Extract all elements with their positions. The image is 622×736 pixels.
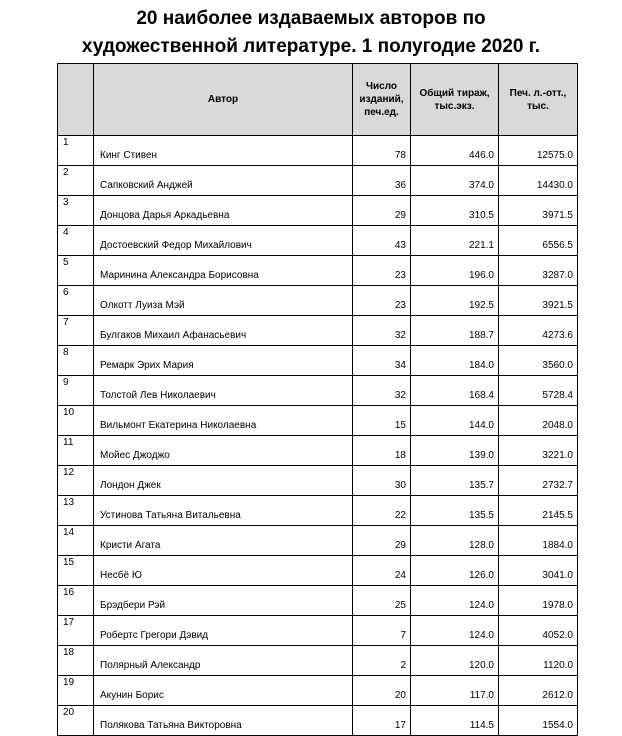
cell-editions: 23: [353, 256, 411, 286]
cell-circulation: 184.0: [411, 346, 499, 376]
cell-author: Ремарк Эрих Мария: [94, 346, 353, 376]
cell-rank: 11: [58, 436, 94, 466]
cell-sheets: 1978.0: [499, 586, 578, 616]
cell-sheets: 3041.0: [499, 556, 578, 586]
header-author: Автор: [94, 64, 353, 136]
cell-rank: 1: [58, 136, 94, 166]
cell-sheets: 1554.0: [499, 706, 578, 736]
cell-editions: 18: [353, 436, 411, 466]
cell-sheets: 3971.5: [499, 196, 578, 226]
cell-sheets: 2048.0: [499, 406, 578, 436]
cell-circulation: 196.0: [411, 256, 499, 286]
cell-editions: 17: [353, 706, 411, 736]
table-row: [58, 256, 578, 286]
table-row: [58, 526, 578, 556]
cell-circulation: 446.0: [411, 136, 499, 166]
cell-author: Кристи Агата: [94, 526, 353, 556]
header-editions: Число изданий, печ.ед.: [353, 64, 411, 136]
cell-editions: 32: [353, 316, 411, 346]
table-row: [58, 406, 578, 436]
cell-editions: 23: [353, 286, 411, 316]
cell-editions: 22: [353, 496, 411, 526]
table-row: [58, 706, 578, 736]
cell-author: Вильмонт Екатерина Николаевна: [94, 406, 353, 436]
table-row: [58, 136, 578, 166]
table-row: [58, 676, 578, 706]
cell-sheets: 4052.0: [499, 616, 578, 646]
cell-sheets: 14430.0: [499, 166, 578, 196]
cell-sheets: 4273.6: [499, 316, 578, 346]
cell-editions: 29: [353, 196, 411, 226]
cell-rank: 15: [58, 556, 94, 586]
cell-sheets: 3287.0: [499, 256, 578, 286]
cell-editions: 20: [353, 676, 411, 706]
cell-circulation: 120.0: [411, 646, 499, 676]
table-row: [58, 286, 578, 316]
cell-circulation: 124.0: [411, 586, 499, 616]
page-title-line-1: 20 наиболее издаваемых авторов по: [136, 8, 486, 29]
cell-circulation: 128.0: [411, 526, 499, 556]
cell-rank: 10: [58, 406, 94, 436]
page-title-line-2: художественной литературе. 1 полугодие 2020 г.: [81, 36, 541, 57]
authors-table: [57, 63, 578, 736]
cell-circulation: 135.5: [411, 496, 499, 526]
cell-circulation: 192.5: [411, 286, 499, 316]
table-row: [58, 316, 578, 346]
cell-author: Акунин Борис: [94, 676, 353, 706]
cell-rank: 17: [58, 616, 94, 646]
cell-author: Полярный Александр: [94, 646, 353, 676]
cell-rank: 18: [58, 646, 94, 676]
cell-author: Устинова Татьяна Витальевна: [94, 496, 353, 526]
cell-editions: 2: [353, 646, 411, 676]
cell-author: Сапковский Анджей: [94, 166, 353, 196]
cell-rank: 3: [58, 196, 94, 226]
cell-author: Донцова Дарья Аркадьевна: [94, 196, 353, 226]
cell-editions: 25: [353, 586, 411, 616]
table-row: [58, 346, 578, 376]
cell-editions: 29: [353, 526, 411, 556]
cell-circulation: 117.0: [411, 676, 499, 706]
cell-author: Булгаков Михаил Афанасьевич: [94, 316, 353, 346]
cell-rank: 8: [58, 346, 94, 376]
cell-sheets: 1884.0: [499, 526, 578, 556]
cell-author: Полякова Татьяна Викторовна: [94, 706, 353, 736]
cell-editions: 15: [353, 406, 411, 436]
cell-rank: 9: [58, 376, 94, 406]
cell-author: Маринина Александра Борисовна: [94, 256, 353, 286]
table-row: [58, 496, 578, 526]
table-row: [58, 646, 578, 676]
cell-author: Олкотт Луиза Мэй: [94, 286, 353, 316]
cell-rank: 16: [58, 586, 94, 616]
cell-sheets: 1120.0: [499, 646, 578, 676]
cell-sheets: 2732.7: [499, 466, 578, 496]
cell-rank: 12: [58, 466, 94, 496]
cell-rank: 19: [58, 676, 94, 706]
cell-editions: 36: [353, 166, 411, 196]
cell-sheets: 2612.0: [499, 676, 578, 706]
cell-author: Робертс Грегори Дэвид: [94, 616, 353, 646]
cell-author: Брэдбери Рэй: [94, 586, 353, 616]
table-row: [58, 586, 578, 616]
cell-rank: 20: [58, 706, 94, 736]
cell-author: Мойес Джоджо: [94, 436, 353, 466]
table-row: [58, 436, 578, 466]
header-sheets: Печ. л.-отт., тыс.: [499, 64, 578, 136]
cell-circulation: 310.5: [411, 196, 499, 226]
cell-author: Достоевский Федор Михайлович: [94, 226, 353, 256]
cell-rank: 5: [58, 256, 94, 286]
cell-circulation: 221.1: [411, 226, 499, 256]
header-circulation: Общий тираж, тыс.экз.: [411, 64, 499, 136]
cell-sheets: 12575.0: [499, 136, 578, 166]
cell-editions: 32: [353, 376, 411, 406]
cell-circulation: 124.0: [411, 616, 499, 646]
header-row: [58, 64, 578, 136]
cell-rank: 4: [58, 226, 94, 256]
cell-sheets: 3921.5: [499, 286, 578, 316]
cell-editions: 30: [353, 466, 411, 496]
cell-circulation: 374.0: [411, 166, 499, 196]
cell-sheets: 3221.0: [499, 436, 578, 466]
cell-circulation: 114.5: [411, 706, 499, 736]
cell-circulation: 135.7: [411, 466, 499, 496]
cell-author: Несбё Ю: [94, 556, 353, 586]
cell-sheets: 6556.5: [499, 226, 578, 256]
cell-sheets: 5728.4: [499, 376, 578, 406]
cell-editions: 43: [353, 226, 411, 256]
cell-circulation: 139.0: [411, 436, 499, 466]
table-row: [58, 376, 578, 406]
table-body: [58, 136, 578, 736]
cell-sheets: 2145.5: [499, 496, 578, 526]
table-row: [58, 616, 578, 646]
cell-rank: 7: [58, 316, 94, 346]
table-row: [58, 196, 578, 226]
table-row: [58, 556, 578, 586]
cell-circulation: 168.4: [411, 376, 499, 406]
cell-editions: 78: [353, 136, 411, 166]
cell-sheets: 3560.0: [499, 346, 578, 376]
header-num: [58, 64, 94, 136]
cell-circulation: 188.7: [411, 316, 499, 346]
cell-editions: 24: [353, 556, 411, 586]
cell-rank: 2: [58, 166, 94, 196]
cell-editions: 7: [353, 616, 411, 646]
cell-author: Толстой Лев Николаевич: [94, 376, 353, 406]
cell-editions: 34: [353, 346, 411, 376]
cell-author: Лондон Джек: [94, 466, 353, 496]
cell-circulation: 144.0: [411, 406, 499, 436]
cell-rank: 13: [58, 496, 94, 526]
cell-circulation: 126.0: [411, 556, 499, 586]
cell-rank: 6: [58, 286, 94, 316]
cell-rank: 14: [58, 526, 94, 556]
table-row: [58, 166, 578, 196]
cell-author: Кинг Стивен: [94, 136, 353, 166]
table-row: [58, 226, 578, 256]
table-row: [58, 466, 578, 496]
